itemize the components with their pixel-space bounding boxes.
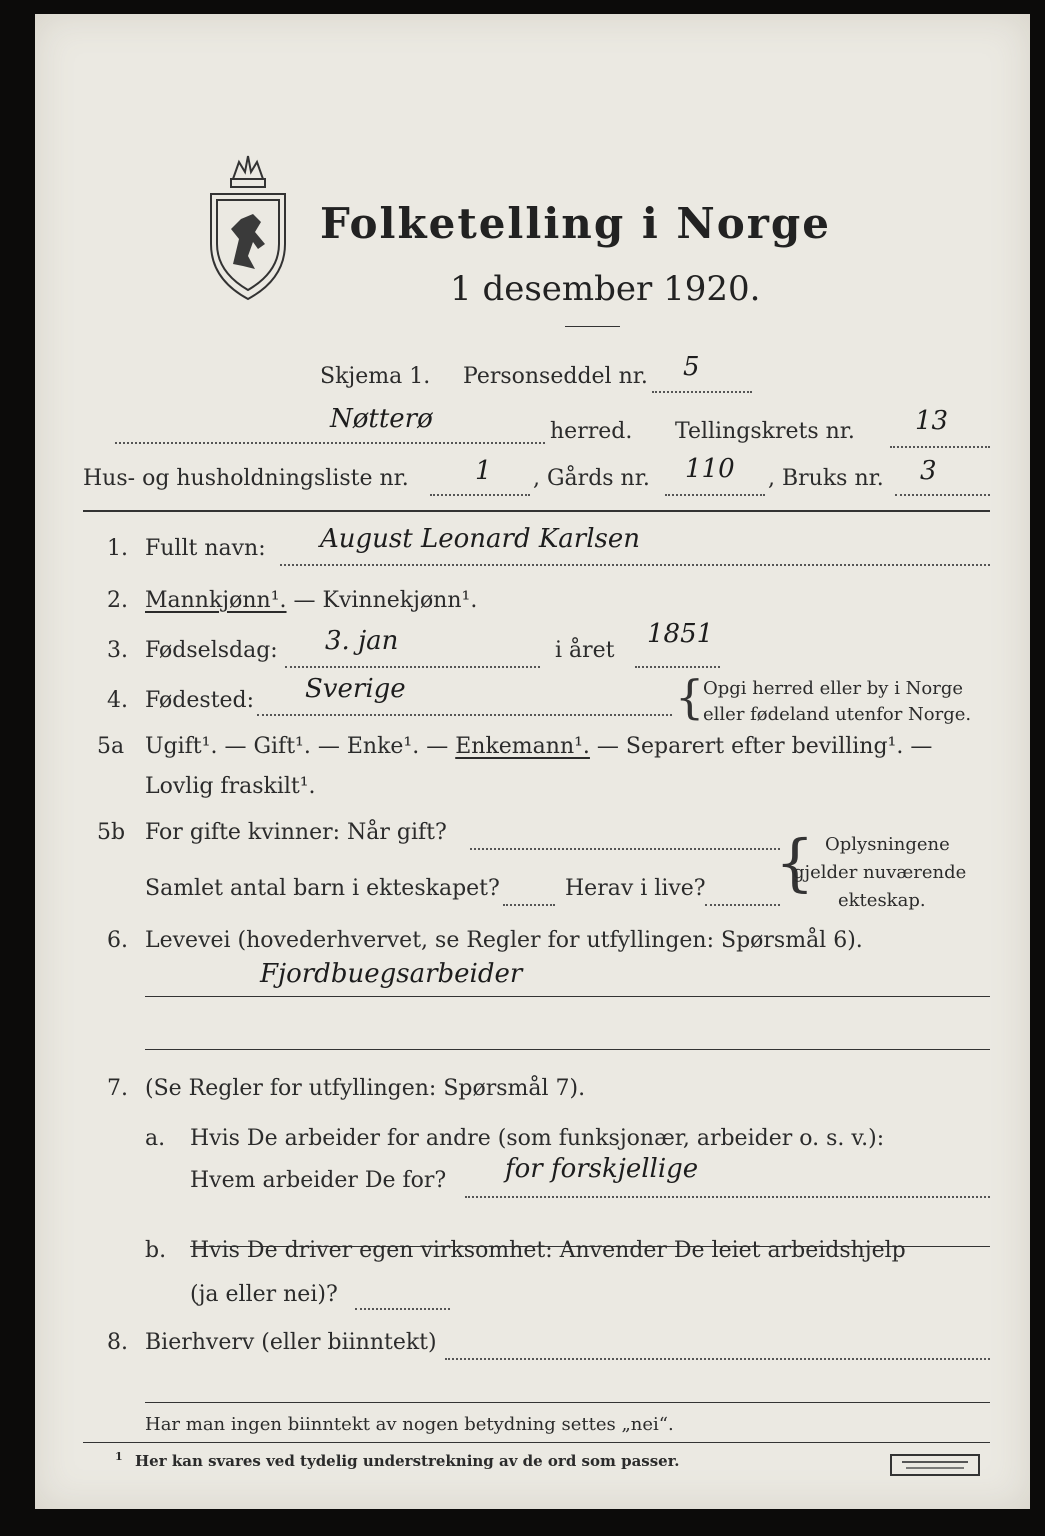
husliste-field[interactable] (430, 494, 530, 496)
q5a-line2[interactable]: Lovlig fraskilt¹. (145, 774, 316, 799)
q4-brace: { (675, 670, 705, 724)
q5b-note-line1: Oplysningene (825, 834, 950, 855)
gards-field[interactable] (665, 494, 765, 496)
form-title: Folketelling i Norge (320, 199, 832, 248)
q5b-label-alive: Herav i live? (565, 876, 706, 901)
herred-value: Nøtterø (330, 404, 433, 434)
children-alive-field[interactable] (705, 904, 780, 906)
q6-number: 6. (107, 928, 128, 953)
option-enkemann[interactable]: Enkemann¹. (455, 734, 590, 759)
header-divider (83, 510, 990, 512)
q8-label: Bierhverv (eller biinntekt) (145, 1330, 437, 1355)
occupation-line-1[interactable] (145, 996, 990, 997)
personseddel-label: Personseddel nr. (463, 364, 648, 389)
q4-note-line2: eller fødeland utenfor Norge. (703, 704, 972, 725)
birth-year-value: 1851 (647, 619, 714, 649)
q8-number: 8. (107, 1330, 128, 1355)
option-mannkjonn[interactable]: Mannkjønn¹. (145, 588, 287, 613)
birthplace-field[interactable] (257, 714, 672, 716)
q7a-label-line2: Hvem arbeider De for? (190, 1168, 447, 1193)
hired-help-field[interactable] (355, 1308, 450, 1310)
q5b-number: 5b (97, 820, 126, 845)
q3-number: 3. (107, 638, 128, 663)
q4-number: 4. (107, 688, 128, 713)
birth-year-field[interactable] (635, 666, 720, 668)
q3-year-label: i året (555, 638, 615, 663)
q5b-label-married: For gifte kvinner: Når gift? (145, 820, 447, 845)
footnote-divider (83, 1442, 990, 1443)
full-name-field[interactable] (280, 564, 990, 566)
herred-field[interactable] (115, 442, 545, 444)
q5a-options-post[interactable]: — Separert efter bevilling¹. — (589, 734, 933, 759)
employer-field[interactable] (465, 1196, 990, 1198)
q5b-label-children: Samlet antal barn i ekteskapet? (145, 876, 500, 901)
schema-label: Skjema 1. (320, 364, 431, 389)
q7-label: (Se Regler for utfyllingen: Spørsmål 7). (145, 1076, 586, 1101)
personseddel-value: 5 (683, 352, 700, 382)
footnote-text: Her kan svares ved tydelig understrekning av de ord som passer. (135, 1452, 680, 1470)
q5a-options-pre[interactable]: Ugift¹. — Gift¹. — Enke¹. — (145, 734, 456, 759)
bruks-label: , Bruks nr. (768, 466, 884, 491)
q7b-label-line2: (ja eller nei)? (190, 1282, 338, 1307)
gards-label: , Gårds nr. (533, 466, 650, 491)
q7a-letter: a. (145, 1126, 166, 1151)
title-divider (565, 326, 620, 327)
q5a-number: 5a (97, 734, 125, 759)
q3-label: Fødselsdag: (145, 638, 278, 663)
footnote-mark: 1 (115, 1450, 123, 1463)
employer-value: for forskjellige (505, 1154, 699, 1184)
q7-number: 7. (107, 1076, 128, 1101)
norway-coat-of-arms-icon (203, 144, 293, 304)
side-income-field[interactable] (445, 1358, 990, 1360)
option-kvinnekjonn[interactable]: Kvinnekjønn¹. (322, 588, 478, 613)
q5b-brace: { (775, 826, 815, 899)
q7a-label-line1: Hvis De arbeider for andre (som funksjonær, arbeider o. s. v.): (190, 1126, 885, 1151)
side-income-line-2[interactable] (145, 1402, 990, 1403)
q7b-label-line1: Hvis De driver egen virksomhet: Anvender De leiet arbeidshjelp (190, 1238, 906, 1263)
birthday-value: 3. jan (325, 626, 399, 656)
q4-note-line1: Opgi herred eller by i Norge (703, 678, 964, 699)
tellingskrets-value: 13 (915, 406, 949, 436)
census-form (35, 14, 1030, 1509)
birthplace-value: Sverige (305, 674, 406, 704)
q2-separator: — (286, 588, 323, 613)
occupation-line-2[interactable] (145, 1049, 990, 1050)
husliste-value: 1 (475, 456, 492, 486)
full-name-value: August Leonard Karlsen (320, 524, 640, 554)
tellingskrets-label: Tellingskrets nr. (675, 419, 855, 444)
occupation-value: Fjordbuegsarbeider (260, 959, 523, 989)
q5a-options (145, 734, 932, 759)
bruks-value: 3 (920, 456, 937, 486)
q7b-letter: b. (145, 1238, 167, 1263)
q2-options (145, 588, 477, 613)
husliste-label: Hus- og husholdningsliste nr. (83, 466, 409, 491)
personseddel-field[interactable] (652, 391, 752, 393)
q1-number: 1. (107, 536, 128, 561)
bruks-field[interactable] (895, 494, 990, 496)
q6-label: Levevei (hovederhvervet, se Regler for utfyllingen: Spørsmål 6). (145, 928, 863, 953)
q5b-note-line2: gjelder nuværende (793, 862, 967, 883)
q1-label: Fullt navn: (145, 536, 266, 561)
children-total-field[interactable] (503, 904, 555, 906)
q5b-note-line3: ekteskap. (838, 890, 926, 911)
birthday-field[interactable] (285, 666, 540, 668)
q8-note: Har man ingen biinntekt av nogen betydning settes „nei“. (145, 1414, 674, 1435)
form-date: 1 desember 1920. (450, 269, 761, 309)
gards-value: 110 (685, 454, 735, 484)
married-when-field[interactable] (470, 848, 780, 850)
q4-label: Fødested: (145, 688, 255, 713)
tellingskrets-field[interactable] (890, 446, 990, 448)
q2-number: 2. (107, 588, 128, 613)
herred-label: herred. (550, 419, 633, 444)
printer-stamp-icon (890, 1454, 980, 1476)
